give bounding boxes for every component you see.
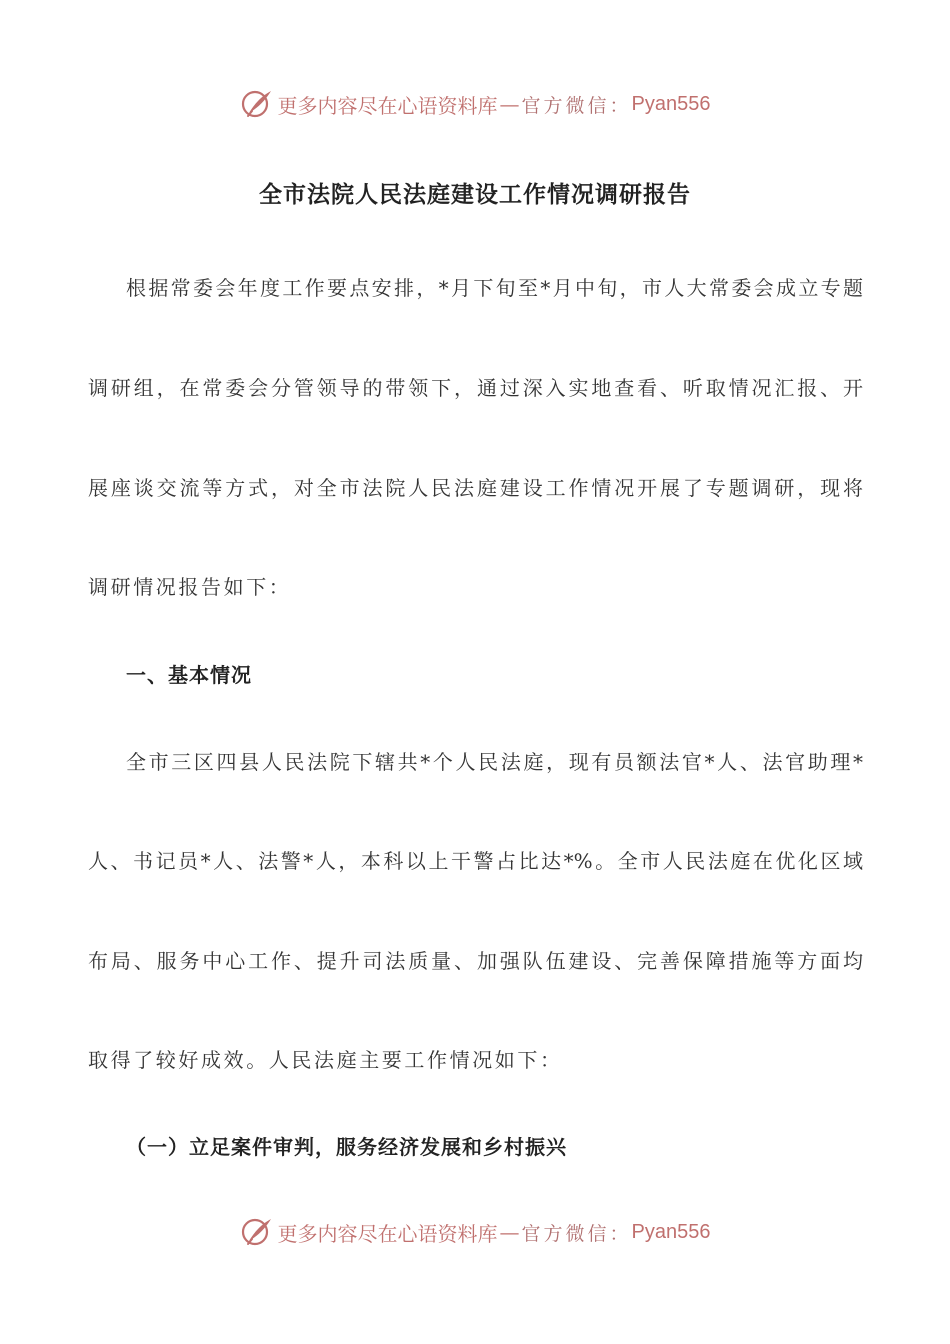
intro-line-1: 根据常委会年度工作要点安排，*月下旬至*月中旬，市人大常委会成立专题: [126, 276, 863, 300]
section1-line-2: 人、书记员*人、法警*人，本科以上干警占比达*%。全市人民法庭在优化区域: [88, 849, 863, 873]
section1-line-1: 全市三区四县人民法院下辖共*个人民法庭，现有员额法官*人、法官助理*: [126, 750, 863, 774]
feather-pen-circle-icon: [240, 87, 274, 121]
subsection-heading-case-trial: （一）立足案件审判，服务经济发展和乡村振兴: [126, 1135, 567, 1159]
watermark-sub-text: 官方微信：: [521, 94, 632, 117]
watermark-dash: —: [499, 1220, 520, 1244]
watermark-sub-text: 官方微信：: [521, 1222, 632, 1245]
watermark-wechat-id: Pyan556: [631, 92, 711, 115]
section1-line-4: 取得了较好成效。人民法庭主要工作情况如下：: [88, 1048, 563, 1072]
section-heading-basic-situation: 一、基本情况: [126, 663, 252, 687]
watermark-header: [0, 84, 950, 124]
watermark-main-text: 更多内容尽在心语资料库: [277, 1221, 498, 1246]
document-title: 全市法院人民法庭建设工作情况调研报告: [259, 181, 691, 208]
watermark-main-text: 更多内容尽在心语资料库: [277, 93, 498, 118]
intro-line-3: 展座谈交流等方式，对全市法院人民法庭建设工作情况开展了专题调研，现将: [88, 476, 863, 500]
section1-line-3: 布局、服务中心工作、提升司法质量、加强队伍建设、完善保障措施等方面均: [88, 949, 863, 973]
watermark-footer: [0, 1212, 950, 1252]
intro-line-4: 调研情况报告如下：: [88, 575, 292, 599]
feather-pen-circle-icon: [240, 1215, 274, 1249]
intro-line-2: 调研组，在常委会分管领导的带领下，通过深入实地查看、听取情况汇报、开: [88, 376, 863, 400]
watermark-wechat-id: Pyan556: [631, 1220, 711, 1243]
watermark-dash: —: [499, 92, 520, 116]
